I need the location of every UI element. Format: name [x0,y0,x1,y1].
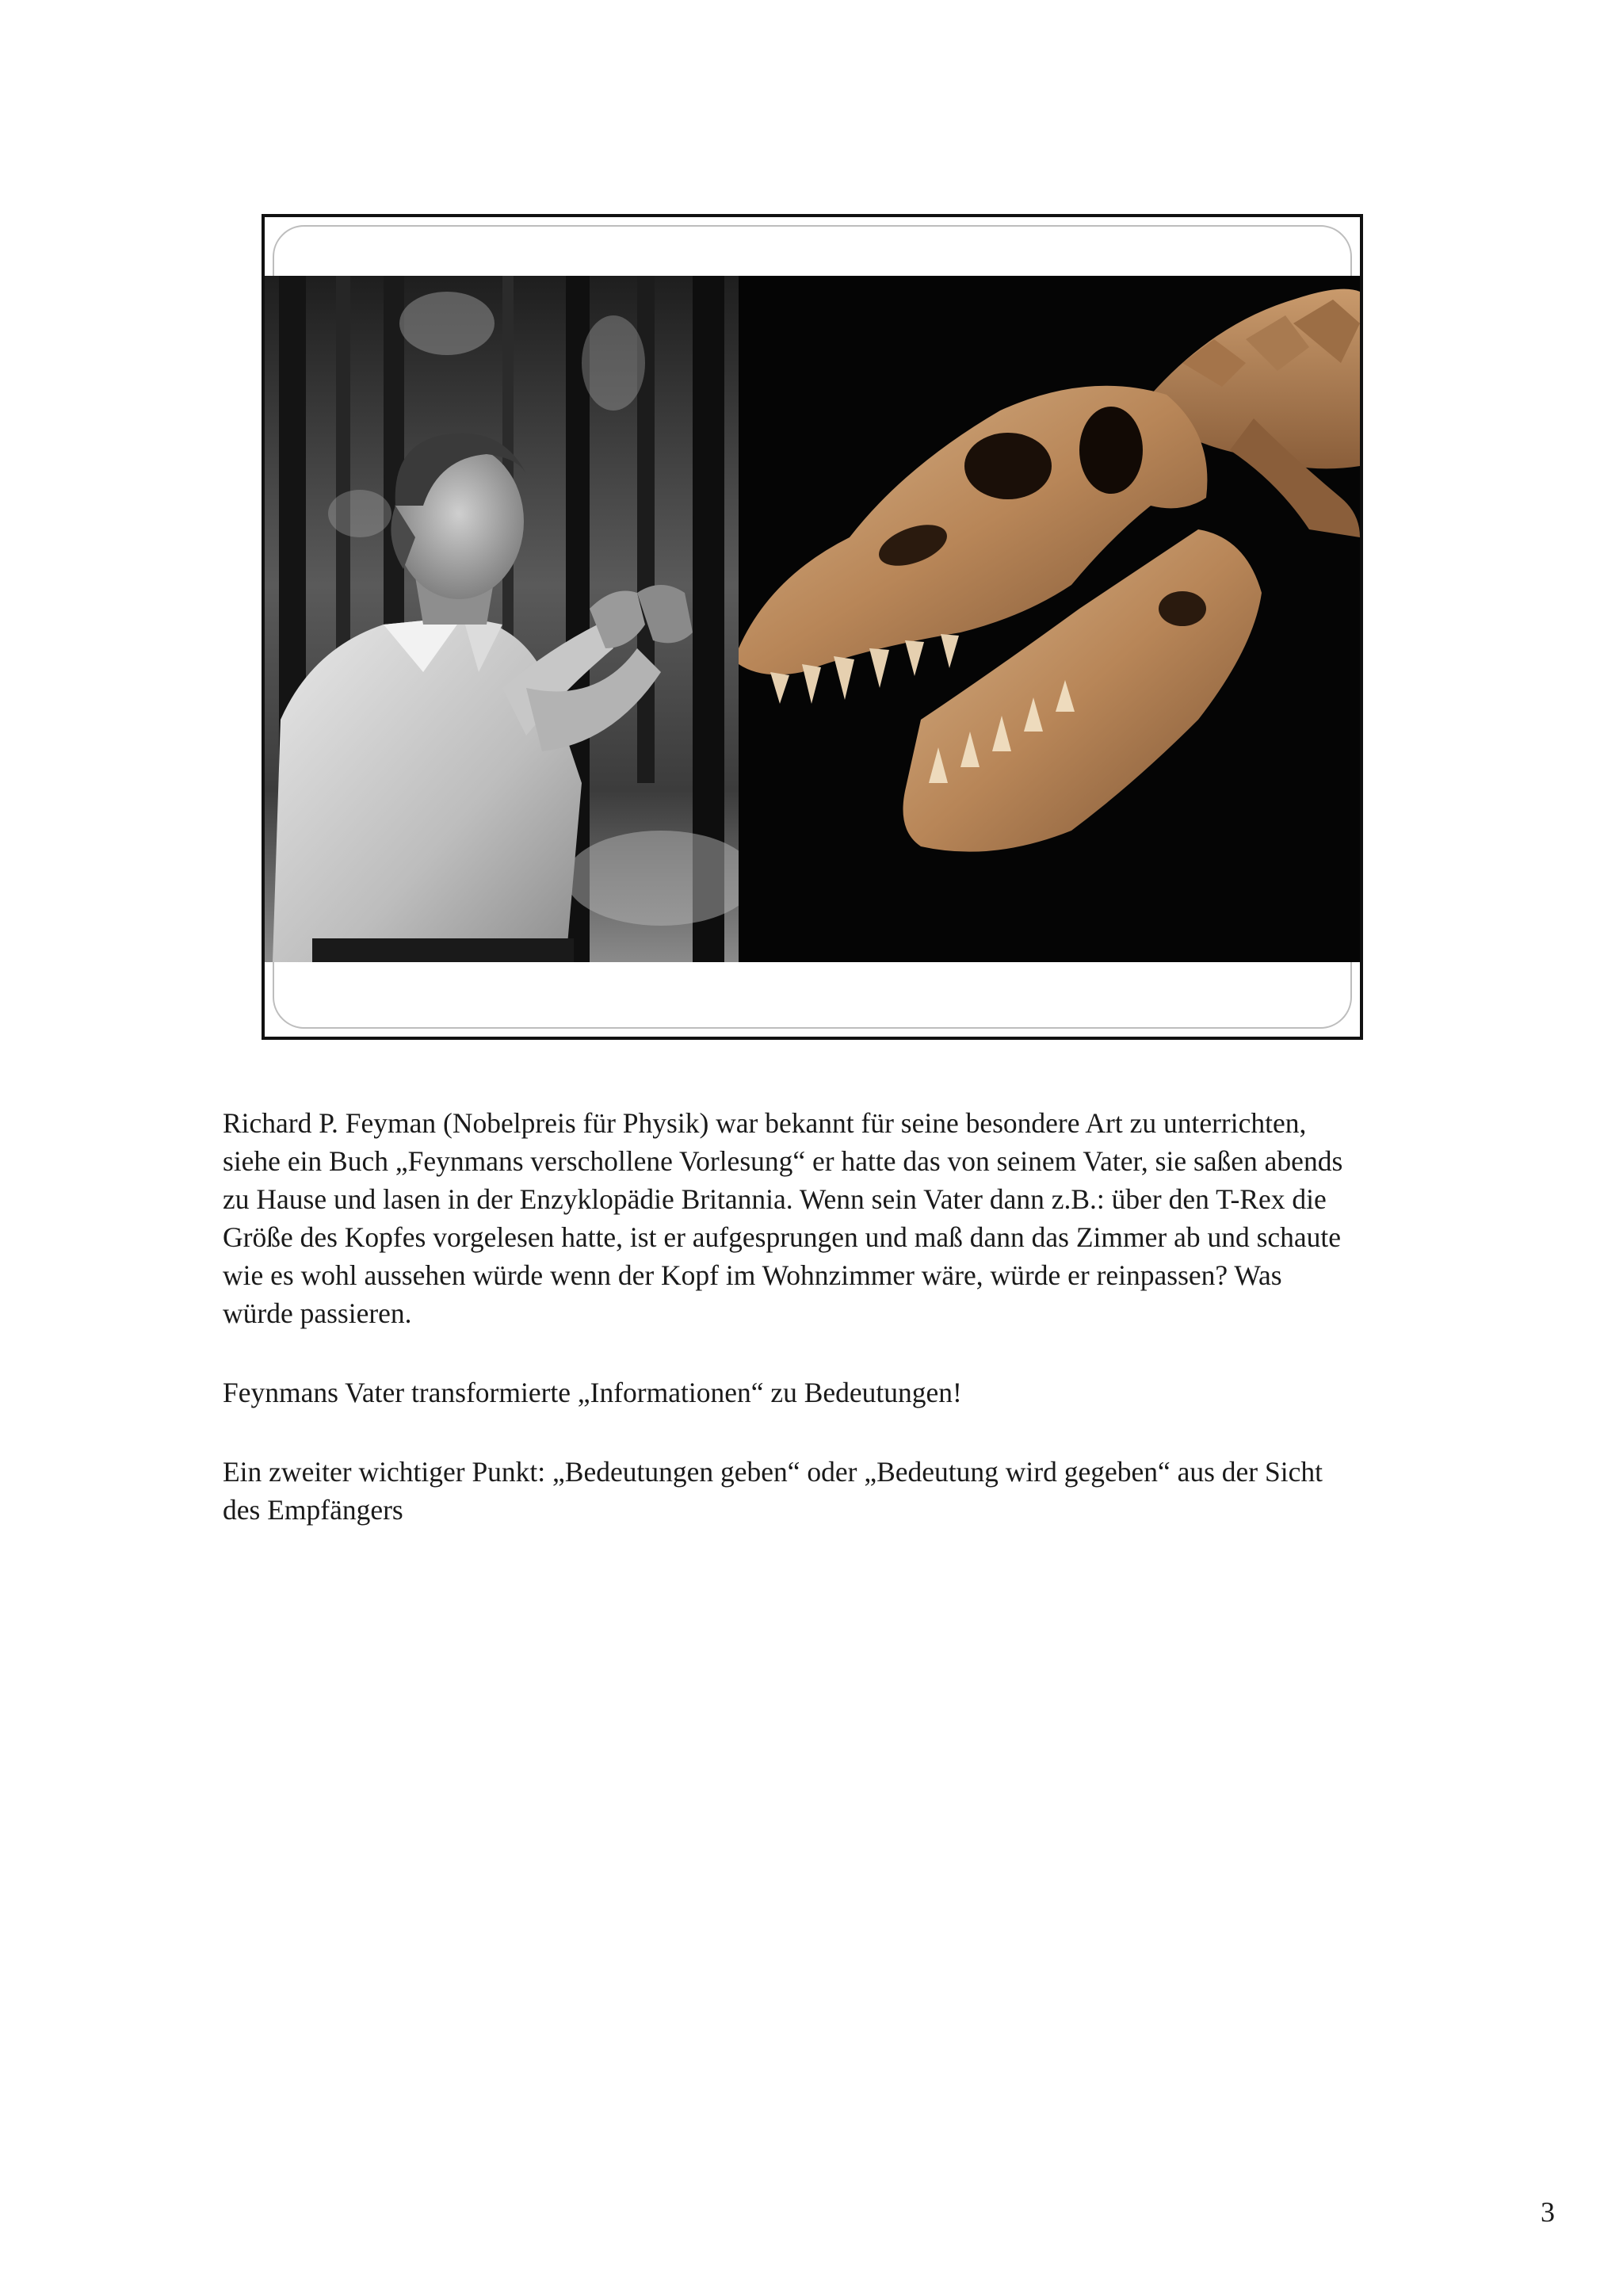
t-rex-skull-illustration [739,276,1360,962]
page-number: 3 [1541,2196,1555,2228]
feynman-photo-illustration [265,276,739,962]
slide-photo-strip [265,276,1360,962]
body-text [223,1104,1411,1570]
paragraph-information-to-meaning: Feynmans Vater transformierte „Informationen“ zu Bedeutungen! [223,1377,962,1408]
richard-feynman-photo [265,276,739,962]
slide-frame [262,214,1363,1040]
paragraph-feynman-story: Richard P. Feyman (Nobelpreis für Physik) war bekannt für seine besondere Art zu unterrichten, siehe ein Buch „Feynmans verschollene Vorlesung“ er hatte das von seinem Vater, sie saßen abends zu Hause und lasen in der Enzyklopädie Britannia. Wenn sein Vater dann z.B.: über den T-Rex die Größe des Kopfes vorgelesen hatte, ist er aufgesprungen und maß dann das Zimmer ab und schaute wie es wohl aussehen würde wenn der Kopf im Wohnzimmer wäre, würde er reinpassen? Was würde passieren. [223,1107,1343,1329]
paragraph-second-point: Ein zweiter wichtiger Punkt: „Bedeutungen geben“ oder „Bedeutung wird gegeben“ aus der Sicht des Empfängers [223,1456,1323,1526]
t-rex-skull-photo [739,276,1360,962]
